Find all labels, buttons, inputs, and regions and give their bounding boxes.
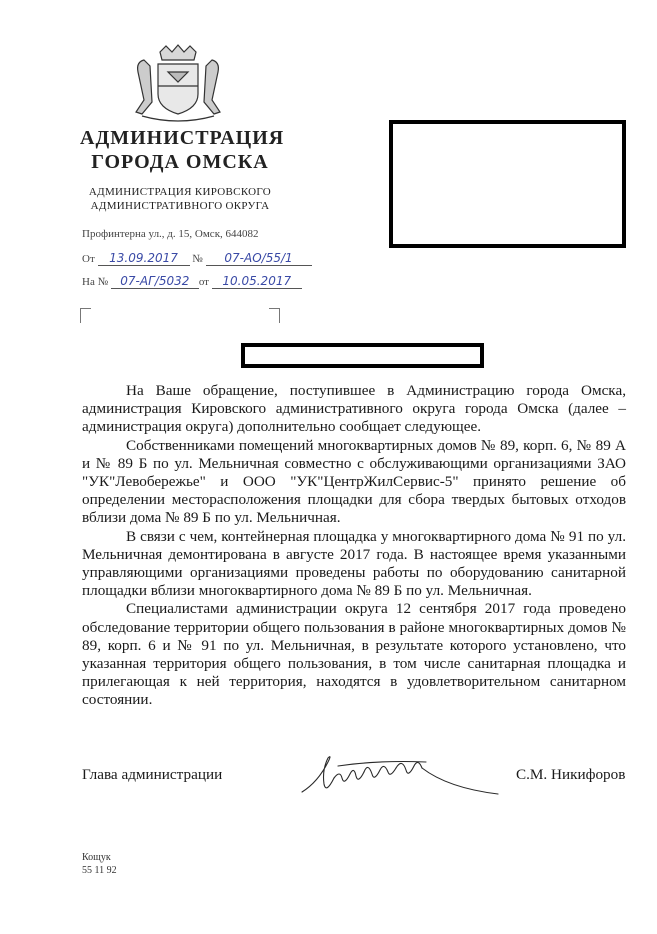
organization-subtitle bbox=[80, 185, 280, 213]
signer-role: Глава администрации bbox=[82, 766, 223, 783]
body-paragraph: В связи с чем, контейнерная площадка у многоквартирного дома № 91 по ул. Мельничная демонтирована в августе 2017 года. В настоящее время указанными управляющими организациями проведены работы по оборудованию санитарной площадки вблизи многоквартирного дома № 89 Б по ул. Мельничная. bbox=[82, 527, 626, 600]
outgoing-number-field: 07-АО/55/1 bbox=[206, 252, 312, 266]
corner-mark-left bbox=[80, 308, 91, 323]
from-label: От bbox=[82, 253, 95, 265]
letter-body bbox=[82, 382, 626, 710]
organization-subtitle-line2: АДМИНИСТРАТИВНОГО ОКРУГА bbox=[90, 200, 270, 212]
outgoing-date-field: 13.09.2017 bbox=[98, 252, 190, 266]
outgoing-reference-line bbox=[82, 252, 312, 266]
address-area-corner-marks bbox=[80, 308, 280, 322]
executor-name: Кощук bbox=[82, 852, 111, 863]
signer-name: С.М. Никифоров bbox=[516, 766, 626, 783]
incoming-number-field: 07-АГ/5032 bbox=[111, 275, 199, 289]
organization-subtitle-line1: АДМИНИСТРАЦИЯ КИРОВСКОГО bbox=[88, 186, 272, 198]
body-paragraph: На Ваше обращение, поступившее в Администрацию города Омска, администрация Кировского административного округа города Омска (далее – администрация округа) дополнительно сообщает следующее. bbox=[82, 382, 626, 436]
organization-address: Профинтерна ул., д. 15, Омск, 644082 bbox=[82, 228, 259, 240]
organization-title-line1: АДМИНИСТРАЦИЯ bbox=[80, 127, 285, 149]
reply-from-label: от bbox=[198, 276, 209, 288]
organization-title-line2: ГОРОДА ОМСКА bbox=[91, 151, 269, 173]
incoming-reference-line bbox=[82, 275, 302, 289]
city-coat-of-arms-emblem bbox=[128, 42, 228, 122]
executor-phone: 55 11 92 bbox=[82, 865, 117, 876]
corner-mark-right bbox=[269, 308, 280, 323]
body-paragraph: Собственниками помещений многоквартирных домов № 89, корп. 6, № 89 А и № 89 Б по ул. Мельничная совместно с обслуживающими организациями ЗАО "УК"Левобережье" и ООО "УК"ЦентрЖилСервис-5" принято решение об определении месторасположения площадки для сбора твердых бытовых отходов вблизи дома № 89 Б по ул. Мельничная. bbox=[82, 436, 626, 527]
number-label: № bbox=[192, 253, 203, 265]
organization-title bbox=[80, 126, 285, 174]
body-paragraph: Специалистами администрации округа 12 сентября 2017 года проведено обследование территории общего пользования в районе многоквартирных домов № 89, корп. 6 и № 91 по ул. Мельничная, в результате которого установлено, что указанная территория общего пользования, в том числе санитарная площадка и прилегающая к ней территория, находятся в удовлетворительном санитарном состоянии. bbox=[82, 600, 626, 709]
reply-to-label: На № bbox=[82, 276, 109, 288]
redacted-salutation-block bbox=[241, 343, 484, 368]
incoming-date-field: 10.05.2017 bbox=[212, 275, 302, 289]
redacted-recipient-block bbox=[389, 120, 626, 248]
handwritten-signature bbox=[298, 748, 503, 800]
